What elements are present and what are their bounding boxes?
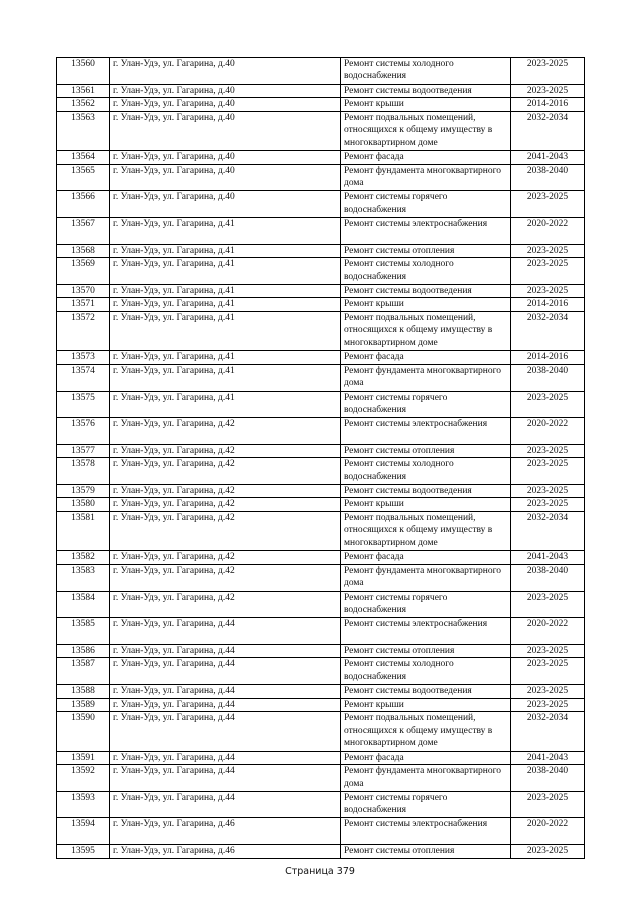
table-row (57, 685, 585, 699)
period-cell: 2023-2025 (511, 498, 585, 512)
period-cell: 2023-2025 (511, 284, 585, 298)
period-cell: 2023-2025 (511, 698, 585, 712)
work-type-cell: Ремонт фасада (341, 551, 511, 565)
table-row (57, 791, 585, 818)
address-cell: г. Улан-Удэ, ул. Гагарина, д.44 (110, 685, 341, 699)
row-id-cell: 13577 (57, 444, 110, 458)
table-row (57, 712, 585, 751)
row-id-cell: 13578 (57, 458, 110, 485)
work-type-cell: Ремонт фундамента многоквартирного дома (341, 765, 511, 792)
table-row (57, 444, 585, 458)
table-row (57, 151, 585, 165)
address-cell: г. Улан-Удэ, ул. Гагарина, д.44 (110, 618, 341, 645)
work-type-cell: Ремонт системы электроснабжения (341, 217, 511, 244)
schedule-table-container (56, 57, 584, 859)
work-type-cell: Ремонт системы отопления (341, 244, 511, 258)
address-cell: г. Улан-Удэ, ул. Гагарина, д.42 (110, 551, 341, 565)
address-cell: г. Улан-Удэ, ул. Гагарина, д.40 (110, 98, 341, 112)
address-cell: г. Улан-Удэ, ул. Гагарина, д.42 (110, 498, 341, 512)
period-cell: 2023-2025 (511, 444, 585, 458)
period-cell: 2023-2025 (511, 58, 585, 85)
address-cell: г. Улан-Удэ, ул. Гагарина, д.40 (110, 84, 341, 98)
address-cell: г. Улан-Удэ, ул. Гагарина, д.41 (110, 244, 341, 258)
address-cell: г. Улан-Удэ, ул. Гагарина, д.40 (110, 164, 341, 191)
row-id-cell: 13570 (57, 284, 110, 298)
row-id-cell: 13595 (57, 844, 110, 858)
row-id-cell: 13593 (57, 791, 110, 818)
work-type-cell: Ремонт системы холодного водоснабжения (341, 58, 511, 85)
address-cell: г. Улан-Удэ, ул. Гагарина, д.41 (110, 311, 341, 350)
row-id-cell: 13581 (57, 512, 110, 551)
work-type-cell: Ремонт системы водоотведения (341, 84, 511, 98)
row-id-cell: 13568 (57, 244, 110, 258)
table-row (57, 751, 585, 765)
row-id-cell: 13589 (57, 698, 110, 712)
period-cell: 2020-2022 (511, 618, 585, 645)
address-cell: г. Улан-Удэ, ул. Гагарина, д.40 (110, 111, 341, 150)
table-row (57, 351, 585, 365)
table-row (57, 258, 585, 285)
table-row (57, 311, 585, 350)
address-cell: г. Улан-Удэ, ул. Гагарина, д.41 (110, 364, 341, 391)
address-cell: г. Улан-Удэ, ул. Гагарина, д.42 (110, 591, 341, 618)
table-row (57, 191, 585, 218)
period-cell: 2023-2025 (511, 244, 585, 258)
period-cell: 2032-2034 (511, 311, 585, 350)
period-cell: 2023-2025 (511, 791, 585, 818)
address-cell: г. Улан-Удэ, ул. Гагарина, д.42 (110, 565, 341, 592)
period-cell: 2020-2022 (511, 418, 585, 445)
address-cell: г. Улан-Удэ, ул. Гагарина, д.46 (110, 818, 341, 845)
work-type-cell: Ремонт системы водоотведения (341, 284, 511, 298)
work-type-cell: Ремонт крыши (341, 298, 511, 312)
work-type-cell: Ремонт крыши (341, 98, 511, 112)
table-row (57, 512, 585, 551)
work-type-cell: Ремонт крыши (341, 498, 511, 512)
table-row (57, 484, 585, 498)
address-cell: г. Улан-Удэ, ул. Гагарина, д.42 (110, 484, 341, 498)
address-cell: г. Улан-Удэ, ул. Гагарина, д.41 (110, 391, 341, 418)
address-cell: г. Улан-Удэ, ул. Гагарина, д.44 (110, 751, 341, 765)
table-row (57, 244, 585, 258)
address-cell: г. Улан-Удэ, ул. Гагарина, д.40 (110, 151, 341, 165)
table-row (57, 58, 585, 85)
table-row (57, 551, 585, 565)
row-id-cell: 13582 (57, 551, 110, 565)
table-row (57, 458, 585, 485)
address-cell: г. Улан-Удэ, ул. Гагарина, д.42 (110, 418, 341, 445)
address-cell: г. Улан-Удэ, ул. Гагарина, д.40 (110, 58, 341, 85)
address-cell: г. Улан-Удэ, ул. Гагарина, д.42 (110, 512, 341, 551)
address-cell: г. Улан-Удэ, ул. Гагарина, д.44 (110, 765, 341, 792)
row-id-cell: 13563 (57, 111, 110, 150)
period-cell: 2020-2022 (511, 818, 585, 845)
period-cell: 2041-2043 (511, 751, 585, 765)
work-type-cell: Ремонт подвальных помещений, относящихся к общему имуществу в многоквартирном доме (341, 712, 511, 751)
work-type-cell: Ремонт фасада (341, 351, 511, 365)
table-row (57, 565, 585, 592)
table-row (57, 818, 585, 845)
page-number: Страница 379 (285, 866, 355, 877)
table-row (57, 844, 585, 858)
table-row (57, 644, 585, 658)
address-cell: г. Улан-Удэ, ул. Гагарина, д.44 (110, 791, 341, 818)
work-type-cell: Ремонт системы холодного водоснабжения (341, 458, 511, 485)
row-id-cell: 13566 (57, 191, 110, 218)
table-row (57, 391, 585, 418)
work-type-cell: Ремонт системы электроснабжения (341, 818, 511, 845)
address-cell: г. Улан-Удэ, ул. Гагарина, д.40 (110, 191, 341, 218)
period-cell: 2020-2022 (511, 217, 585, 244)
table-row (57, 84, 585, 98)
address-cell: г. Улан-Удэ, ул. Гагарина, д.44 (110, 712, 341, 751)
period-cell: 2038-2040 (511, 565, 585, 592)
row-id-cell: 13588 (57, 685, 110, 699)
address-cell: г. Улан-Удэ, ул. Гагарина, д.41 (110, 284, 341, 298)
table-row (57, 284, 585, 298)
work-type-cell: Ремонт фундамента многоквартирного дома (341, 164, 511, 191)
period-cell: 2023-2025 (511, 258, 585, 285)
period-cell: 2023-2025 (511, 685, 585, 699)
table-row (57, 217, 585, 244)
work-type-cell: Ремонт системы холодного водоснабжения (341, 658, 511, 685)
address-cell: г. Улан-Удэ, ул. Гагарина, д.41 (110, 217, 341, 244)
row-id-cell: 13576 (57, 418, 110, 445)
period-cell: 2038-2040 (511, 364, 585, 391)
row-id-cell: 13562 (57, 98, 110, 112)
period-cell: 2038-2040 (511, 765, 585, 792)
row-id-cell: 13584 (57, 591, 110, 618)
period-cell: 2023-2025 (511, 644, 585, 658)
table-row (57, 658, 585, 685)
row-id-cell: 13583 (57, 565, 110, 592)
table-row (57, 364, 585, 391)
period-cell: 2023-2025 (511, 591, 585, 618)
repair-schedule-table (56, 57, 585, 859)
period-cell: 2023-2025 (511, 391, 585, 418)
address-cell: г. Улан-Удэ, ул. Гагарина, д.41 (110, 298, 341, 312)
table-row (57, 618, 585, 645)
period-cell: 2032-2034 (511, 111, 585, 150)
row-id-cell: 13567 (57, 217, 110, 244)
work-type-cell: Ремонт системы горячего водоснабжения (341, 591, 511, 618)
period-cell: 2032-2034 (511, 712, 585, 751)
table-row (57, 498, 585, 512)
work-type-cell: Ремонт системы холодного водоснабжения (341, 258, 511, 285)
period-cell: 2023-2025 (511, 458, 585, 485)
work-type-cell: Ремонт фундамента многоквартирного дома (341, 565, 511, 592)
address-cell: г. Улан-Удэ, ул. Гагарина, д.44 (110, 698, 341, 712)
work-type-cell: Ремонт системы отопления (341, 844, 511, 858)
period-cell: 2023-2025 (511, 844, 585, 858)
work-type-cell: Ремонт системы горячего водоснабжения (341, 791, 511, 818)
work-type-cell: Ремонт фасада (341, 751, 511, 765)
row-id-cell: 13572 (57, 311, 110, 350)
table-row (57, 111, 585, 150)
row-id-cell: 13579 (57, 484, 110, 498)
table-row (57, 98, 585, 112)
work-type-cell: Ремонт системы отопления (341, 444, 511, 458)
work-type-cell: Ремонт системы водоотведения (341, 484, 511, 498)
period-cell: 2023-2025 (511, 484, 585, 498)
row-id-cell: 13565 (57, 164, 110, 191)
period-cell: 2023-2025 (511, 84, 585, 98)
table-body (57, 58, 585, 859)
row-id-cell: 13580 (57, 498, 110, 512)
work-type-cell: Ремонт подвальных помещений, относящихся к общему имуществу в многоквартирном доме (341, 311, 511, 350)
period-cell: 2023-2025 (511, 658, 585, 685)
address-cell: г. Улан-Удэ, ул. Гагарина, д.42 (110, 444, 341, 458)
period-cell: 2014-2016 (511, 98, 585, 112)
table-row (57, 765, 585, 792)
address-cell: г. Улан-Удэ, ул. Гагарина, д.42 (110, 458, 341, 485)
row-id-cell: 13564 (57, 151, 110, 165)
work-type-cell: Ремонт системы горячего водоснабжения (341, 191, 511, 218)
work-type-cell: Ремонт фасада (341, 151, 511, 165)
period-cell: 2041-2043 (511, 151, 585, 165)
address-cell: г. Улан-Удэ, ул. Гагарина, д.41 (110, 258, 341, 285)
row-id-cell: 13585 (57, 618, 110, 645)
period-cell: 2041-2043 (511, 551, 585, 565)
work-type-cell: Ремонт подвальных помещений, относящихся к общему имуществу в многоквартирном доме (341, 512, 511, 551)
row-id-cell: 13571 (57, 298, 110, 312)
row-id-cell: 13591 (57, 751, 110, 765)
address-cell: г. Улан-Удэ, ул. Гагарина, д.44 (110, 658, 341, 685)
row-id-cell: 13575 (57, 391, 110, 418)
work-type-cell: Ремонт системы электроснабжения (341, 618, 511, 645)
address-cell: г. Улан-Удэ, ул. Гагарина, д.41 (110, 351, 341, 365)
work-type-cell: Ремонт подвальных помещений, относящихся к общему имуществу в многоквартирном доме (341, 111, 511, 150)
work-type-cell: Ремонт системы отопления (341, 644, 511, 658)
table-row (57, 164, 585, 191)
work-type-cell: Ремонт системы горячего водоснабжения (341, 391, 511, 418)
row-id-cell: 13586 (57, 644, 110, 658)
work-type-cell: Ремонт системы электроснабжения (341, 418, 511, 445)
row-id-cell: 13574 (57, 364, 110, 391)
row-id-cell: 13590 (57, 712, 110, 751)
period-cell: 2032-2034 (511, 512, 585, 551)
row-id-cell: 13573 (57, 351, 110, 365)
row-id-cell: 13560 (57, 58, 110, 85)
row-id-cell: 13587 (57, 658, 110, 685)
work-type-cell: Ремонт фундамента многоквартирного дома (341, 364, 511, 391)
row-id-cell: 13594 (57, 818, 110, 845)
period-cell: 2014-2016 (511, 298, 585, 312)
address-cell: г. Улан-Удэ, ул. Гагарина, д.46 (110, 844, 341, 858)
row-id-cell: 13561 (57, 84, 110, 98)
table-row (57, 591, 585, 618)
work-type-cell: Ремонт крыши (341, 698, 511, 712)
work-type-cell: Ремонт системы водоотведения (341, 685, 511, 699)
row-id-cell: 13569 (57, 258, 110, 285)
row-id-cell: 13592 (57, 765, 110, 792)
address-cell: г. Улан-Удэ, ул. Гагарина, д.44 (110, 644, 341, 658)
period-cell: 2014-2016 (511, 351, 585, 365)
period-cell: 2038-2040 (511, 164, 585, 191)
table-row (57, 698, 585, 712)
period-cell: 2023-2025 (511, 191, 585, 218)
table-row (57, 298, 585, 312)
table-row (57, 418, 585, 445)
